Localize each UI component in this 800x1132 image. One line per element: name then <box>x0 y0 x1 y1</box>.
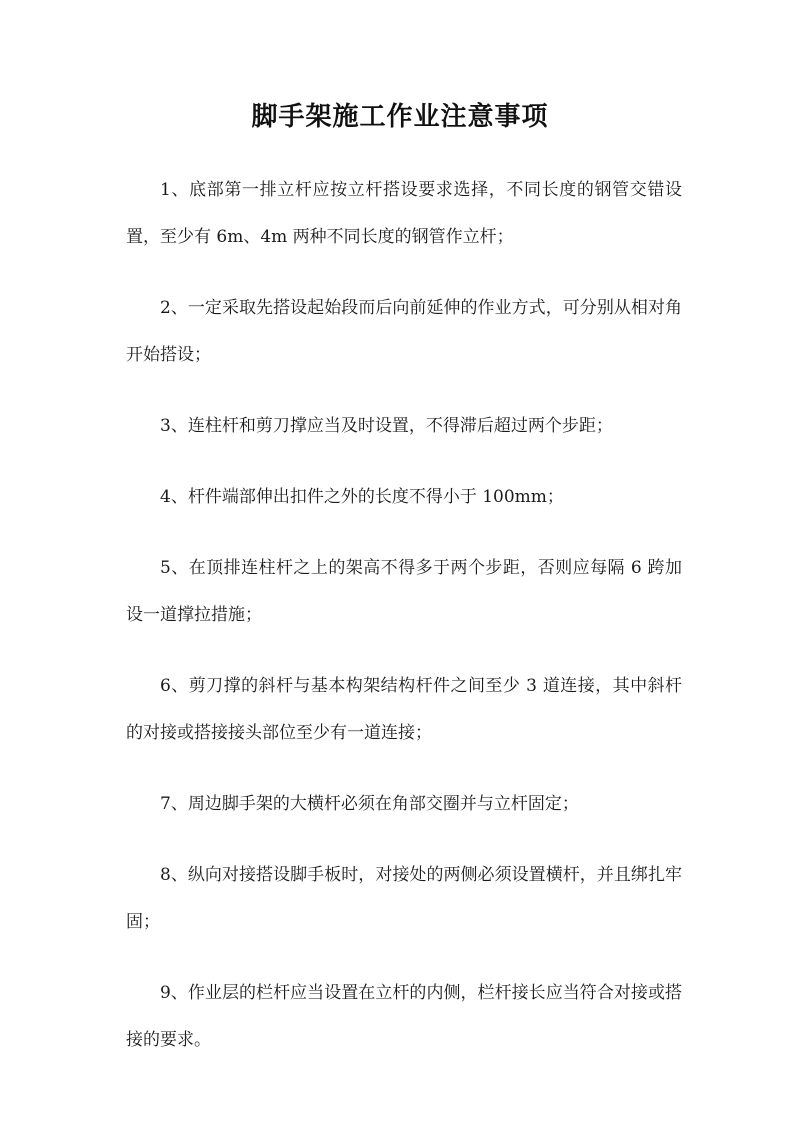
list-item: 7、周边脚手架的大横杆必须在角部交圈并与立杆固定； <box>160 794 579 814</box>
document-title: 脚手架施工作业注意事项 <box>251 102 549 132</box>
document-body <box>126 167 682 1064</box>
list-item: 2、一定采取先搭设起始段而后向前延伸的作业方式，可分别从相对角开始搭设； <box>126 298 682 365</box>
list-item: 8、纵向对接搭设脚手板时，对接处的两侧必须设置横杆，并且绑扎牢固； <box>126 865 682 932</box>
list-item: 6、剪刀撑的斜杆与基本构架结构杆件之间至少 3 道连接，其中斜杆的对接或搭接接头部位至少有一道连接； <box>126 676 682 743</box>
list-item: 5、在顶排连柱杆之上的架高不得多于两个步距，否则应每隔 6 跨加设一道撑拉措施； <box>126 558 682 625</box>
list-item: 9、作业层的栏杆应当设置在立杆的内侧，栏杆接长应当符合对接或搭接的要求。 <box>126 983 682 1050</box>
list-item: 3、连柱杆和剪刀撑应当及时设置，不得滞后超过两个步距； <box>160 416 613 436</box>
list-item: 4、杆件端部伸出扣件之外的长度不得小于 100mm； <box>160 487 564 507</box>
list-item: 1、底部第一排立杆应按立杆搭设要求选择，不同长度的钢管交错设置，至少有 6m、4m 两种不同长度的钢管作立杆； <box>126 180 682 247</box>
